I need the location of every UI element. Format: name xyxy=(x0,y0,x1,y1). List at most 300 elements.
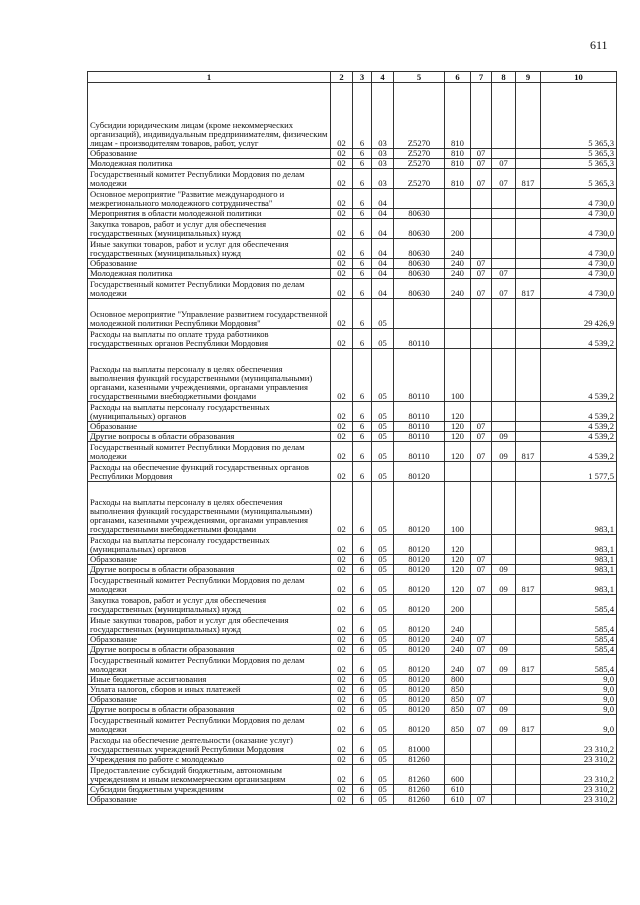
row-code: 80120 xyxy=(394,575,445,595)
row-description: Государственный комитет Республики Мордовия по делам молодежи xyxy=(88,169,331,189)
row-description: Закупка товаров, работ и услуг для обеспечения государственных (муниципальных) нужд xyxy=(88,595,331,615)
table-header-row xyxy=(88,72,617,83)
row-code: Z5270 xyxy=(394,169,445,189)
table-row xyxy=(88,482,617,535)
row-description: Расходы на выплаты по оплате труда работников государственных органов Республики Мордовия xyxy=(88,329,331,349)
row-code: 6 xyxy=(353,209,372,219)
table-row xyxy=(88,645,617,655)
row-description: Государственный комитет Республики Мордовия по делам молодежи xyxy=(88,442,331,462)
row-code: 09 xyxy=(492,442,516,462)
row-code: 6 xyxy=(353,705,372,715)
row-code: 03 xyxy=(372,169,394,189)
row-code: 02 xyxy=(331,299,353,329)
row-code: 07 xyxy=(471,432,492,442)
row-code: 07 xyxy=(471,565,492,575)
row-code: 80120 xyxy=(394,565,445,575)
row-code: 07 xyxy=(471,715,492,735)
row-code: 02 xyxy=(331,575,353,595)
row-code: 02 xyxy=(331,715,353,735)
row-code: 05 xyxy=(372,575,394,595)
row-code: 100 xyxy=(445,482,471,535)
row-code xyxy=(492,329,516,349)
row-code: 05 xyxy=(372,349,394,402)
row-code: 05 xyxy=(372,715,394,735)
row-amount: 9,0 xyxy=(541,695,617,705)
row-code: 6 xyxy=(353,219,372,239)
row-description: Государственный комитет Республики Мордовия по делам молодежи xyxy=(88,655,331,675)
row-code: 6 xyxy=(353,329,372,349)
row-amount: 585,4 xyxy=(541,595,617,615)
row-code: 6 xyxy=(353,555,372,565)
row-description: Образование xyxy=(88,149,331,159)
row-code: 05 xyxy=(372,645,394,655)
row-amount: 983,1 xyxy=(541,555,617,565)
row-code: 07 xyxy=(471,422,492,432)
row-code: 6 xyxy=(353,575,372,595)
row-code: 80630 xyxy=(394,209,445,219)
row-code: 850 xyxy=(445,695,471,705)
row-description: Расходы на выплаты персоналу государственных (муниципальных) органов xyxy=(88,535,331,555)
row-code: 6 xyxy=(353,259,372,269)
row-code: 6 xyxy=(353,755,372,765)
row-code xyxy=(492,635,516,645)
row-code xyxy=(492,735,516,755)
row-code xyxy=(445,329,471,349)
row-code xyxy=(471,535,492,555)
row-code xyxy=(492,795,516,805)
row-description: Субсидии юридическим лицам (кроме некоммерческих организаций), индивидуальным предпринимателям, физическим лицам - производителям товаров, работ, услуг xyxy=(88,83,331,149)
row-description: Основное мероприятие "Развитие международного и межрегионального молодежного сотрудничества" xyxy=(88,189,331,209)
row-code xyxy=(516,349,541,402)
row-code: 817 xyxy=(516,655,541,675)
row-code: 05 xyxy=(372,695,394,705)
row-code xyxy=(492,239,516,259)
row-code: 6 xyxy=(353,795,372,805)
row-amount: 4 539,2 xyxy=(541,432,617,442)
row-code xyxy=(471,402,492,422)
table-row xyxy=(88,695,617,705)
row-code xyxy=(516,402,541,422)
row-code xyxy=(516,565,541,575)
row-amount: 29 426,9 xyxy=(541,299,617,329)
row-code: 07 xyxy=(471,159,492,169)
row-code xyxy=(471,462,492,482)
row-code xyxy=(471,349,492,402)
row-code: 09 xyxy=(492,715,516,735)
row-code: 07 xyxy=(471,645,492,655)
row-code: 05 xyxy=(372,675,394,685)
row-code: 6 xyxy=(353,159,372,169)
row-code xyxy=(394,189,445,209)
row-description: Другие вопросы в области образования xyxy=(88,565,331,575)
table-row xyxy=(88,705,617,715)
row-code: 80120 xyxy=(394,635,445,645)
row-code xyxy=(492,422,516,432)
row-code xyxy=(492,785,516,795)
row-code xyxy=(516,299,541,329)
row-code: 02 xyxy=(331,735,353,755)
row-amount: 983,1 xyxy=(541,575,617,595)
row-code: 850 xyxy=(445,705,471,715)
row-code: 810 xyxy=(445,159,471,169)
row-code: 80120 xyxy=(394,615,445,635)
row-code: 07 xyxy=(471,149,492,159)
row-description: Иные закупки товаров, работ и услуг для обеспечения государственных (муниципальных) нужд xyxy=(88,615,331,635)
row-code: 80120 xyxy=(394,645,445,655)
row-code: 6 xyxy=(353,482,372,535)
row-code: 07 xyxy=(492,279,516,299)
row-code xyxy=(492,149,516,159)
row-code: 02 xyxy=(331,189,353,209)
row-code xyxy=(394,299,445,329)
row-amount: 9,0 xyxy=(541,675,617,685)
row-code: 80630 xyxy=(394,269,445,279)
row-code: 02 xyxy=(331,83,353,149)
row-code xyxy=(516,635,541,645)
row-code xyxy=(516,209,541,219)
row-amount: 4 539,2 xyxy=(541,349,617,402)
row-description: Молодежная политика xyxy=(88,269,331,279)
column-header: 10 xyxy=(541,72,617,83)
row-code: 02 xyxy=(331,159,353,169)
row-amount: 4 730,0 xyxy=(541,239,617,259)
table-row xyxy=(88,279,617,299)
row-code xyxy=(445,299,471,329)
table-row xyxy=(88,209,617,219)
row-code: 120 xyxy=(445,555,471,565)
row-code: 80120 xyxy=(394,535,445,555)
row-code: 240 xyxy=(445,615,471,635)
row-code: 240 xyxy=(445,645,471,655)
row-code: 80110 xyxy=(394,432,445,442)
row-code: 07 xyxy=(471,635,492,645)
row-amount: 23 310,2 xyxy=(541,735,617,755)
row-amount: 23 310,2 xyxy=(541,795,617,805)
row-code xyxy=(516,189,541,209)
row-code xyxy=(471,675,492,685)
row-code: 80120 xyxy=(394,595,445,615)
row-code: 80110 xyxy=(394,402,445,422)
row-code xyxy=(492,402,516,422)
row-code: 04 xyxy=(372,239,394,259)
table-row xyxy=(88,595,617,615)
table-row xyxy=(88,349,617,402)
row-code: 02 xyxy=(331,169,353,189)
row-code xyxy=(516,615,541,635)
row-code: 07 xyxy=(471,575,492,595)
table-row xyxy=(88,432,617,442)
table-row xyxy=(88,565,617,575)
row-code xyxy=(471,765,492,785)
row-code: 02 xyxy=(331,259,353,269)
table-row xyxy=(88,462,617,482)
table-row xyxy=(88,685,617,695)
row-code: 05 xyxy=(372,655,394,675)
row-code: 09 xyxy=(492,705,516,715)
row-code: 120 xyxy=(445,402,471,422)
row-description: Иные закупки товаров, работ и услуг для обеспечения государственных (муниципальных) нужд xyxy=(88,239,331,259)
row-code: 817 xyxy=(516,442,541,462)
row-code: 240 xyxy=(445,279,471,299)
row-code: 02 xyxy=(331,239,353,259)
row-code xyxy=(471,755,492,765)
row-code: 05 xyxy=(372,755,394,765)
row-code: 6 xyxy=(353,239,372,259)
row-code: 120 xyxy=(445,535,471,555)
row-code: 07 xyxy=(471,259,492,269)
budget-table xyxy=(87,71,617,805)
row-code: 05 xyxy=(372,735,394,755)
row-amount: 4 730,0 xyxy=(541,279,617,299)
row-code: 04 xyxy=(372,279,394,299)
column-header: 4 xyxy=(372,72,394,83)
row-code: 6 xyxy=(353,655,372,675)
row-code: 6 xyxy=(353,349,372,402)
row-code: 80120 xyxy=(394,675,445,685)
row-code: 02 xyxy=(331,615,353,635)
table-row xyxy=(88,755,617,765)
row-amount: 4 730,0 xyxy=(541,269,617,279)
column-header: 6 xyxy=(445,72,471,83)
row-description: Образование xyxy=(88,422,331,432)
row-code: 80110 xyxy=(394,442,445,462)
row-code: 04 xyxy=(372,259,394,269)
row-code xyxy=(516,735,541,755)
row-code: 80120 xyxy=(394,482,445,535)
row-code: 120 xyxy=(445,565,471,575)
row-code: 610 xyxy=(445,795,471,805)
row-code xyxy=(492,755,516,765)
row-description: Другие вопросы в области образования xyxy=(88,432,331,442)
row-description: Основное мероприятие "Управление развитием государственной молодежной политики Республики Мордовия" xyxy=(88,299,331,329)
row-code: 02 xyxy=(331,555,353,565)
row-code: 100 xyxy=(445,349,471,402)
row-code: 610 xyxy=(445,785,471,795)
row-code: 07 xyxy=(471,705,492,715)
row-code: 05 xyxy=(372,785,394,795)
row-code xyxy=(471,189,492,209)
table-row xyxy=(88,259,617,269)
row-code xyxy=(516,259,541,269)
row-code: 02 xyxy=(331,149,353,159)
row-code: 02 xyxy=(331,442,353,462)
row-code: 03 xyxy=(372,149,394,159)
row-code xyxy=(471,299,492,329)
row-code xyxy=(492,189,516,209)
row-code xyxy=(516,675,541,685)
row-code: Z5270 xyxy=(394,83,445,149)
row-code: 02 xyxy=(331,422,353,432)
row-code xyxy=(492,595,516,615)
row-code: 600 xyxy=(445,765,471,785)
row-code: 04 xyxy=(372,219,394,239)
row-code: 04 xyxy=(372,189,394,209)
row-code xyxy=(516,239,541,259)
row-code: 05 xyxy=(372,685,394,695)
row-code: 07 xyxy=(471,442,492,462)
row-code: 6 xyxy=(353,595,372,615)
row-code: 6 xyxy=(353,565,372,575)
row-code xyxy=(516,269,541,279)
row-code: 05 xyxy=(372,329,394,349)
table-row xyxy=(88,785,617,795)
row-code xyxy=(516,685,541,695)
row-code: 850 xyxy=(445,685,471,695)
table-row xyxy=(88,555,617,565)
row-code: 05 xyxy=(372,482,394,535)
row-code xyxy=(516,535,541,555)
row-code xyxy=(516,482,541,535)
row-code: 80120 xyxy=(394,685,445,695)
row-code: 6 xyxy=(353,402,372,422)
row-amount: 5 365,3 xyxy=(541,149,617,159)
row-code xyxy=(445,755,471,765)
row-description: Расходы на выплаты персоналу в целях обеспечения выполнения функций государственными (муниципальными) органами, казенными учреждениями, органами управления государственными внебюджетными фондами xyxy=(88,482,331,535)
row-code xyxy=(516,785,541,795)
row-code: 240 xyxy=(445,655,471,675)
row-code: 817 xyxy=(516,715,541,735)
row-code: 02 xyxy=(331,349,353,402)
row-description: Образование xyxy=(88,259,331,269)
row-code: 6 xyxy=(353,685,372,695)
table-row xyxy=(88,442,617,462)
row-code: 6 xyxy=(353,279,372,299)
row-code: 6 xyxy=(353,785,372,795)
row-code xyxy=(492,765,516,785)
table-row xyxy=(88,239,617,259)
row-description: Субсидии бюджетным учреждениям xyxy=(88,785,331,795)
row-code xyxy=(492,299,516,329)
row-code: 05 xyxy=(372,795,394,805)
row-code: 81260 xyxy=(394,785,445,795)
row-code: 6 xyxy=(353,432,372,442)
row-code xyxy=(471,219,492,239)
row-code: Z5270 xyxy=(394,159,445,169)
row-code: 02 xyxy=(331,482,353,535)
row-code xyxy=(492,615,516,635)
table-row xyxy=(88,615,617,635)
row-code: 02 xyxy=(331,535,353,555)
row-amount: 4 539,2 xyxy=(541,442,617,462)
row-code: 02 xyxy=(331,795,353,805)
column-header: 2 xyxy=(331,72,353,83)
row-code: 07 xyxy=(492,269,516,279)
row-code: 6 xyxy=(353,535,372,555)
row-description: Уплата налогов, сборов и иных платежей xyxy=(88,685,331,695)
row-code: 80630 xyxy=(394,259,445,269)
row-amount: 4 730,0 xyxy=(541,259,617,269)
table-row xyxy=(88,169,617,189)
row-code xyxy=(516,645,541,655)
row-amount: 585,4 xyxy=(541,635,617,645)
row-code xyxy=(445,735,471,755)
row-code: 05 xyxy=(372,462,394,482)
table-row xyxy=(88,329,617,349)
row-amount: 4 730,0 xyxy=(541,189,617,209)
row-description: Государственный комитет Республики Мордовия по делам молодежи xyxy=(88,715,331,735)
row-code: 02 xyxy=(331,219,353,239)
row-code: 6 xyxy=(353,442,372,462)
column-header: 5 xyxy=(394,72,445,83)
row-code: 07 xyxy=(471,269,492,279)
row-code: 6 xyxy=(353,149,372,159)
row-code xyxy=(492,482,516,535)
row-code: 02 xyxy=(331,635,353,645)
row-description: Расходы на выплаты персоналу государственных (муниципальных) органов xyxy=(88,402,331,422)
row-code: 05 xyxy=(372,422,394,432)
row-code: 05 xyxy=(372,615,394,635)
row-amount: 983,1 xyxy=(541,535,617,555)
row-code: 817 xyxy=(516,169,541,189)
row-code: 80110 xyxy=(394,349,445,402)
row-amount: 585,4 xyxy=(541,615,617,635)
row-code: 6 xyxy=(353,695,372,705)
row-code: 05 xyxy=(372,535,394,555)
row-amount: 4 539,2 xyxy=(541,402,617,422)
row-code: 6 xyxy=(353,675,372,685)
row-code: 120 xyxy=(445,422,471,432)
row-code xyxy=(471,482,492,535)
row-amount: 23 310,2 xyxy=(541,765,617,785)
row-code: 03 xyxy=(372,83,394,149)
row-code: Z5270 xyxy=(394,149,445,159)
row-code: 6 xyxy=(353,715,372,735)
row-code: 05 xyxy=(372,402,394,422)
row-code: 6 xyxy=(353,735,372,755)
row-code xyxy=(516,705,541,715)
row-code: 02 xyxy=(331,655,353,675)
row-code xyxy=(471,83,492,149)
row-code: 120 xyxy=(445,575,471,595)
row-code: 09 xyxy=(492,575,516,595)
table-row xyxy=(88,715,617,735)
row-amount: 585,4 xyxy=(541,645,617,655)
row-code xyxy=(471,239,492,259)
row-code: 80630 xyxy=(394,219,445,239)
row-code: 810 xyxy=(445,83,471,149)
row-code: 240 xyxy=(445,635,471,645)
row-code: 05 xyxy=(372,442,394,462)
table-row xyxy=(88,535,617,555)
column-header: 3 xyxy=(353,72,372,83)
row-code: 80630 xyxy=(394,239,445,259)
row-code: 02 xyxy=(331,565,353,575)
row-code: 07 xyxy=(492,169,516,189)
row-amount: 585,4 xyxy=(541,655,617,675)
row-code xyxy=(516,422,541,432)
row-code xyxy=(471,785,492,795)
row-code: 07 xyxy=(492,159,516,169)
row-code: 810 xyxy=(445,149,471,159)
row-code xyxy=(445,209,471,219)
row-code: 81260 xyxy=(394,765,445,785)
table-row xyxy=(88,402,617,422)
row-description: Государственный комитет Республики Мордовия по делам молодежи xyxy=(88,279,331,299)
row-code xyxy=(516,755,541,765)
row-code xyxy=(516,555,541,565)
row-code: 80120 xyxy=(394,655,445,675)
row-code: 6 xyxy=(353,269,372,279)
row-amount: 9,0 xyxy=(541,705,617,715)
row-code: 07 xyxy=(471,695,492,705)
row-code: 02 xyxy=(331,279,353,299)
row-description: Предоставление субсидий бюджетным, автономным учреждениям и иным некоммерческим организациям xyxy=(88,765,331,785)
table-row xyxy=(88,219,617,239)
row-description: Другие вопросы в области образования xyxy=(88,705,331,715)
row-code xyxy=(516,795,541,805)
row-code xyxy=(516,159,541,169)
row-code: 02 xyxy=(331,765,353,785)
